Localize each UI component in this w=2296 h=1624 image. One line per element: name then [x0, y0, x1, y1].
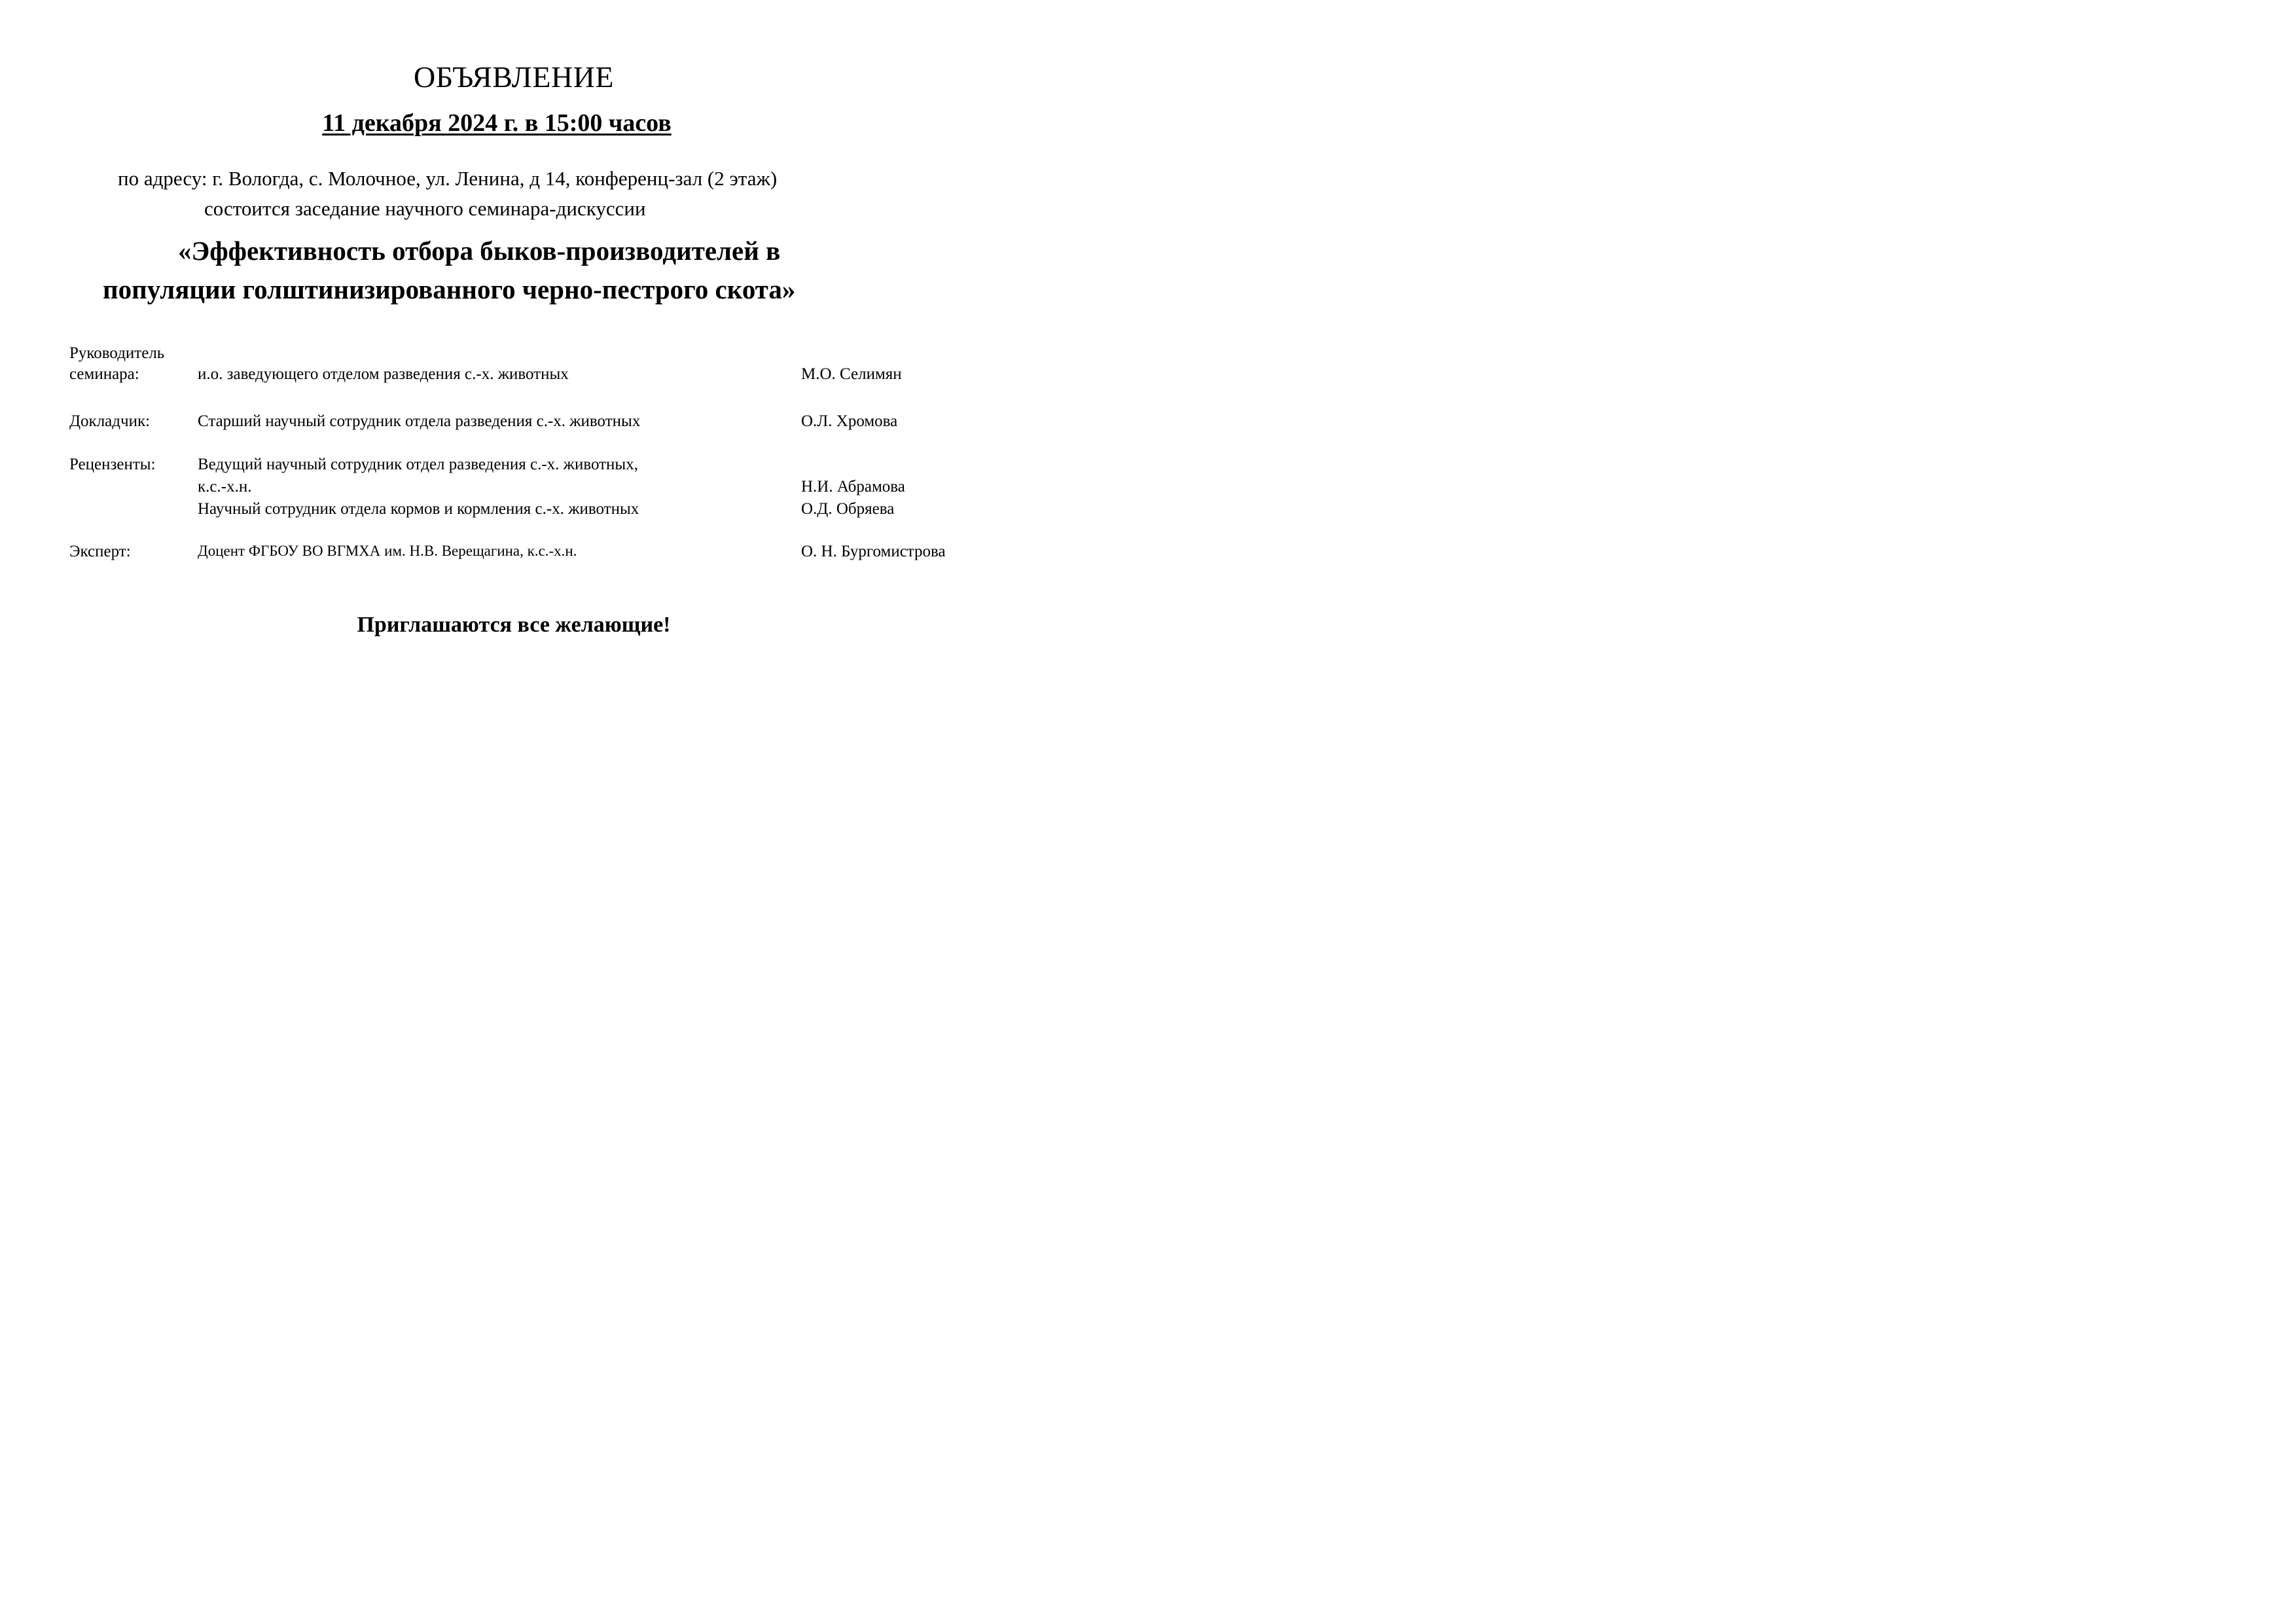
reviewer-2-position: Научный сотрудник отдела кормов и кормления с.-х. животных [198, 500, 639, 518]
seminar-topic-line-2: популяции голштинизированного черно-пестрого скота» [103, 274, 796, 304]
speaker-name: О.Л. Хромова [801, 412, 898, 430]
closing-invitation: Приглашаются все желающие! [357, 613, 671, 637]
leader-position: и.о. заведующего отделом разведения с.-х. животных [198, 365, 569, 383]
event-description: состоится заседание научного семинара-дискуссии [204, 197, 646, 220]
expert-name: О. Н. Бургомистрова [801, 543, 946, 560]
leader-role-line-2: семинара: [69, 365, 139, 383]
event-address: по адресу: г. Вологда, с. Молочное, ул. Ленина, д 14, конференц-зал (2 этаж) [118, 167, 778, 190]
reviewer-2-name: О.Д. Обряева [801, 500, 895, 518]
expert-role: Эксперт: [69, 543, 131, 560]
reviewer-1-name: Н.И. Абрамова [801, 478, 905, 496]
seminar-topic-line-1: «Эффективность отбора быков-производителей в [178, 236, 781, 266]
leader-name: М.О. Селимян [801, 365, 902, 383]
expert-position: Доцент ФГБОУ ВО ВГМХА им. Н.В. Верещагина, к.с.-х.н. [198, 543, 577, 559]
speaker-position: Старший научный сотрудник отдела разведения с.-х. животных [198, 412, 641, 430]
event-datetime: 11 декабря 2024 г. в 15:00 часов [322, 109, 672, 137]
page-title: ОБЪЯВЛЕНИЕ [413, 60, 615, 94]
leader-role-line-1: Руководитель [69, 344, 165, 362]
reviewers-role: Рецензенты: [69, 456, 156, 473]
reviewer-1-position-line-2: к.с.-х.н. [198, 478, 252, 496]
speaker-role: Докладчик: [69, 412, 151, 430]
reviewer-1-position-line-1: Ведущий научный сотрудник отдел разведения с.-х. животных, [198, 456, 638, 473]
